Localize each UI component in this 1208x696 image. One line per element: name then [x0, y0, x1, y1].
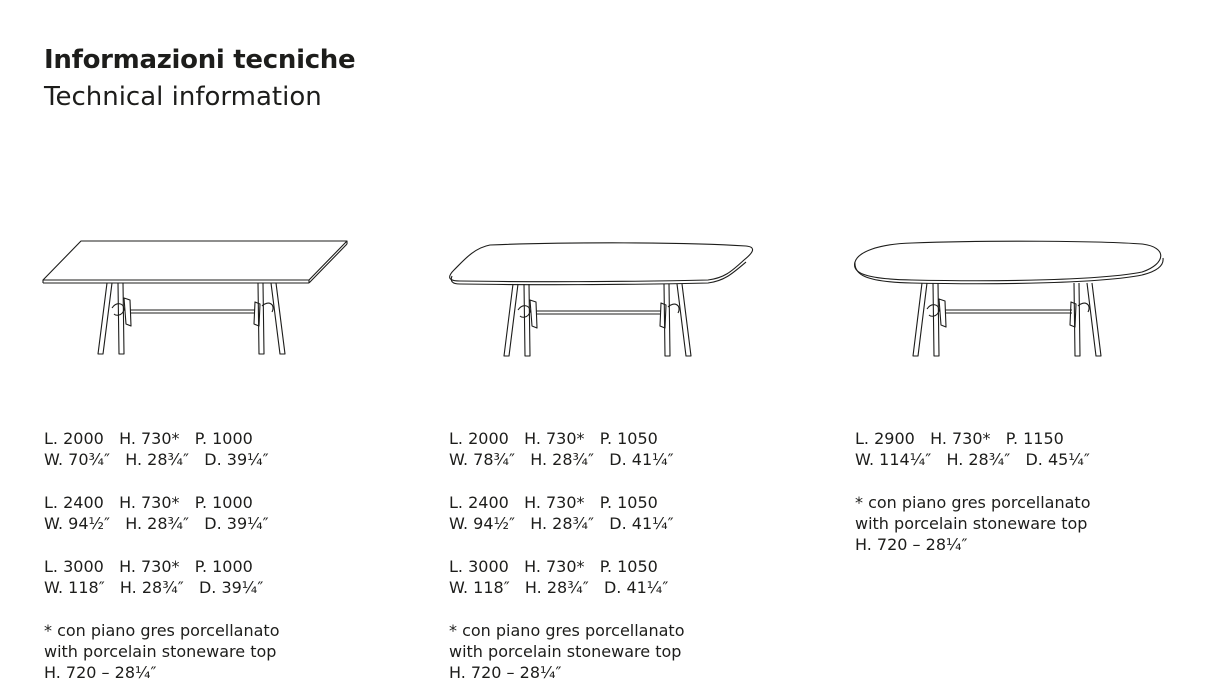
stoneware-note	[449, 620, 684, 683]
note-line: with porcelain stoneware top	[449, 642, 682, 661]
spec-block	[449, 428, 684, 470]
table-barrel-drawing	[446, 240, 758, 362]
imperial-dimensions: W. 94½″ H. 28¾″ D. 41¼″	[449, 514, 674, 533]
imperial-dimensions: W. 118″ H. 28¾″ D. 39¼″	[44, 578, 264, 597]
metric-dimensions: L. 2400 H. 730* P. 1050	[449, 493, 658, 512]
column-oval-specs	[855, 428, 1090, 555]
spec-block	[44, 428, 279, 470]
table-rectangular-drawing	[40, 236, 352, 362]
note-line: with porcelain stoneware top	[855, 514, 1088, 533]
metric-dimensions: L. 2900 H. 730* P. 1150	[855, 429, 1064, 448]
table-oval-drawing	[852, 238, 1166, 362]
note-line: * con piano gres porcellanato	[449, 621, 685, 640]
spec-block	[44, 556, 279, 598]
note-line: * con piano gres porcellanato	[44, 621, 280, 640]
note-line: H. 720 – 28¼″	[855, 535, 968, 554]
note-line: with porcelain stoneware top	[44, 642, 277, 661]
spec-block	[44, 492, 279, 534]
imperial-dimensions: W. 114¼″ H. 28¾″ D. 45¼″	[855, 450, 1090, 469]
spec-block	[449, 492, 684, 534]
metric-dimensions: L. 2400 H. 730* P. 1000	[44, 493, 253, 512]
imperial-dimensions: W. 70¾″ H. 28¾″ D. 39¼″	[44, 450, 269, 469]
stoneware-note	[44, 620, 279, 683]
stoneware-note	[855, 492, 1090, 555]
metric-dimensions: L. 3000 H. 730* P. 1050	[449, 557, 658, 576]
column-barrel-specs	[449, 428, 684, 683]
title-italian: Informazioni tecniche	[44, 45, 356, 75]
note-line: * con piano gres porcellanato	[855, 493, 1091, 512]
column-rectangular-specs	[44, 428, 279, 683]
imperial-dimensions: W. 118″ H. 28¾″ D. 41¼″	[449, 578, 669, 597]
metric-dimensions: L. 3000 H. 730* P. 1000	[44, 557, 253, 576]
metric-dimensions: L. 2000 H. 730* P. 1000	[44, 429, 253, 448]
metric-dimensions: L. 2000 H. 730* P. 1050	[449, 429, 658, 448]
note-line: H. 720 – 28¼″	[449, 663, 562, 682]
spec-block	[855, 428, 1090, 470]
note-line: H. 720 – 28¼″	[44, 663, 157, 682]
title-english: Technical information	[44, 82, 322, 112]
spec-block	[449, 556, 684, 598]
imperial-dimensions: W. 78¾″ H. 28¾″ D. 41¼″	[449, 450, 674, 469]
imperial-dimensions: W. 94½″ H. 28¾″ D. 39¼″	[44, 514, 269, 533]
